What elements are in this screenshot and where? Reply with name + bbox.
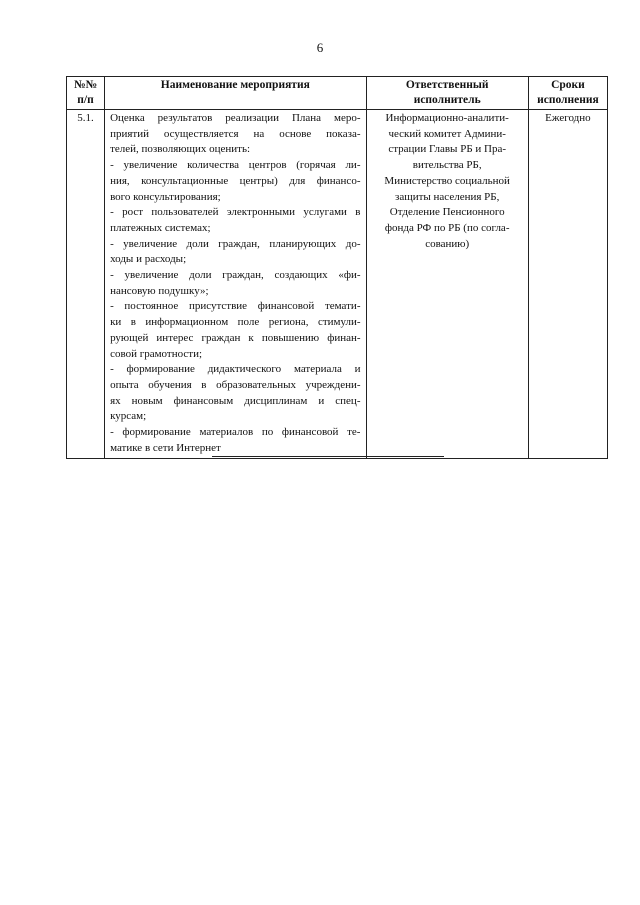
responsible-line: защиты населения РБ, — [395, 190, 500, 203]
word: финансовой — [281, 426, 339, 439]
responsible-line: ческий комитет Админи- — [388, 127, 506, 140]
word: финансо- — [316, 174, 361, 187]
word: в — [355, 206, 361, 219]
row-number: 5.1. — [67, 110, 105, 459]
word: к — [248, 331, 254, 344]
word: результатов — [157, 112, 213, 124]
event-line — [110, 237, 360, 253]
word: граждан, — [222, 269, 264, 282]
word: интерес — [156, 331, 194, 344]
event-line: вого консультирования; — [110, 190, 221, 203]
event-line — [110, 205, 360, 221]
header-deadline-line-2: исполнения — [537, 94, 599, 106]
word: основе — [279, 127, 312, 140]
header-deadline — [528, 77, 607, 110]
event-line — [110, 394, 360, 410]
word: новым — [131, 394, 163, 407]
word: приятий — [110, 127, 149, 140]
page-number: 6 — [316, 40, 324, 55]
word: финансовой — [257, 300, 315, 313]
word: показа- — [326, 127, 361, 140]
word: материала — [293, 363, 342, 376]
word: доли — [189, 269, 212, 282]
word: граждан — [201, 331, 241, 344]
word: и — [354, 363, 361, 376]
word: постоянное — [124, 300, 179, 313]
word: пользователей — [151, 206, 219, 219]
event-line — [110, 331, 360, 347]
word: Оценка — [110, 112, 145, 124]
word: «фи- — [338, 269, 361, 282]
word: - — [110, 237, 114, 250]
word: - — [110, 363, 114, 376]
event-line: ходы и расходы; — [110, 253, 187, 266]
event-line: матике в сети Интернет — [110, 441, 221, 454]
word: те- — [347, 426, 361, 439]
event-line — [110, 174, 360, 190]
word: - — [110, 426, 114, 439]
word: центры) — [239, 174, 278, 187]
event-line: телей, позволяющих оценить: — [110, 143, 251, 156]
header-number-line-1: №№ — [73, 79, 98, 91]
header-event-name-line-1: Наименование мероприятия — [160, 79, 310, 91]
word: доли — [186, 237, 209, 250]
word: создающих — [274, 269, 328, 282]
event-line — [110, 268, 360, 284]
word: для — [289, 174, 306, 187]
word: опыта — [110, 378, 139, 391]
header-responsible-line-2: исполнитель — [413, 94, 481, 106]
row-event-name — [105, 110, 366, 459]
word: (горячая — [296, 159, 336, 172]
table-row — [67, 110, 608, 459]
word: - — [110, 159, 114, 172]
word: формирование — [122, 426, 191, 439]
closing-rule — [212, 456, 444, 457]
word: центров — [248, 159, 287, 172]
word: ния, — [110, 174, 130, 187]
event-line — [110, 111, 360, 127]
word: реализации — [225, 112, 280, 124]
event-line — [110, 362, 360, 378]
event-line — [110, 378, 360, 394]
responsible-line: Информационно-аналити- — [385, 112, 509, 124]
row-responsible — [366, 110, 528, 459]
word: услугами — [303, 206, 347, 219]
event-line: курсам; — [110, 410, 147, 423]
word: увеличение — [124, 269, 179, 282]
word: по — [261, 426, 274, 439]
word: темати- — [324, 300, 361, 313]
word: в — [201, 378, 207, 391]
row-deadline: Ежегодно — [528, 110, 607, 459]
word: ли- — [345, 159, 361, 172]
table-header-row — [67, 77, 608, 110]
responsible-line: Отделение Пенсионного — [389, 206, 505, 219]
event-line: платежных системах; — [110, 221, 211, 234]
event-line — [110, 425, 360, 441]
word: электронными — [226, 206, 295, 219]
word: в — [130, 316, 136, 329]
word: рующей — [110, 331, 149, 344]
word: количества — [187, 159, 239, 172]
word: Плана — [291, 112, 322, 124]
word: дисциплинам — [244, 394, 308, 407]
responsible-line: сованию) — [425, 237, 470, 250]
header-number — [67, 77, 105, 110]
word: финан- — [327, 331, 361, 344]
header-event-name — [105, 77, 366, 110]
word: повышению — [261, 331, 320, 344]
word: увеличение — [123, 159, 178, 172]
word: осуществляется — [163, 127, 239, 140]
word: увеличение — [123, 237, 178, 250]
header-responsible-line-1: Ответственный — [405, 79, 489, 91]
word: региона, — [268, 316, 309, 329]
word: учреждени- — [305, 378, 361, 391]
responsible-line: фонда РФ по РБ (по согла- — [384, 221, 510, 234]
responsible-line: Министерство социальной — [384, 174, 510, 187]
word: формирование — [126, 363, 195, 376]
word: присутствие — [188, 300, 248, 313]
word: ях — [110, 394, 121, 407]
word: обучения — [148, 378, 192, 391]
responsible-line: страции Главы РБ и Пра- — [388, 143, 507, 156]
word: - — [110, 206, 114, 219]
word: финансовым — [173, 394, 234, 407]
header-responsible — [366, 77, 528, 110]
event-line: нансовую подушку»; — [110, 284, 209, 297]
events-table — [66, 76, 608, 459]
word: материалов — [199, 426, 254, 439]
header-number-line-2: п/п — [77, 94, 94, 106]
word: на — [253, 127, 265, 140]
word: информационном — [145, 316, 229, 329]
event-line — [110, 299, 360, 315]
event-line — [110, 158, 360, 174]
responsible-line: вительства РБ, — [412, 159, 482, 172]
word: граждан, — [218, 237, 260, 250]
event-line — [110, 315, 360, 331]
word: спец- — [335, 394, 361, 407]
word: - — [110, 269, 114, 282]
header-deadline-line-1: Сроки — [551, 79, 585, 91]
word: ки — [110, 316, 122, 329]
word: стимули- — [317, 316, 361, 329]
word: поле — [237, 316, 260, 329]
word: дидактического — [207, 363, 282, 376]
word: и — [318, 394, 325, 407]
word: меро- — [333, 112, 361, 124]
event-line: совой грамотности; — [110, 347, 203, 360]
word: консультационные — [141, 174, 229, 187]
event-line — [110, 127, 360, 143]
word: - — [110, 300, 114, 313]
word: до- — [345, 237, 361, 250]
word: рост — [122, 206, 144, 219]
word: образовательных — [216, 378, 296, 391]
word: планирующих — [269, 237, 337, 250]
